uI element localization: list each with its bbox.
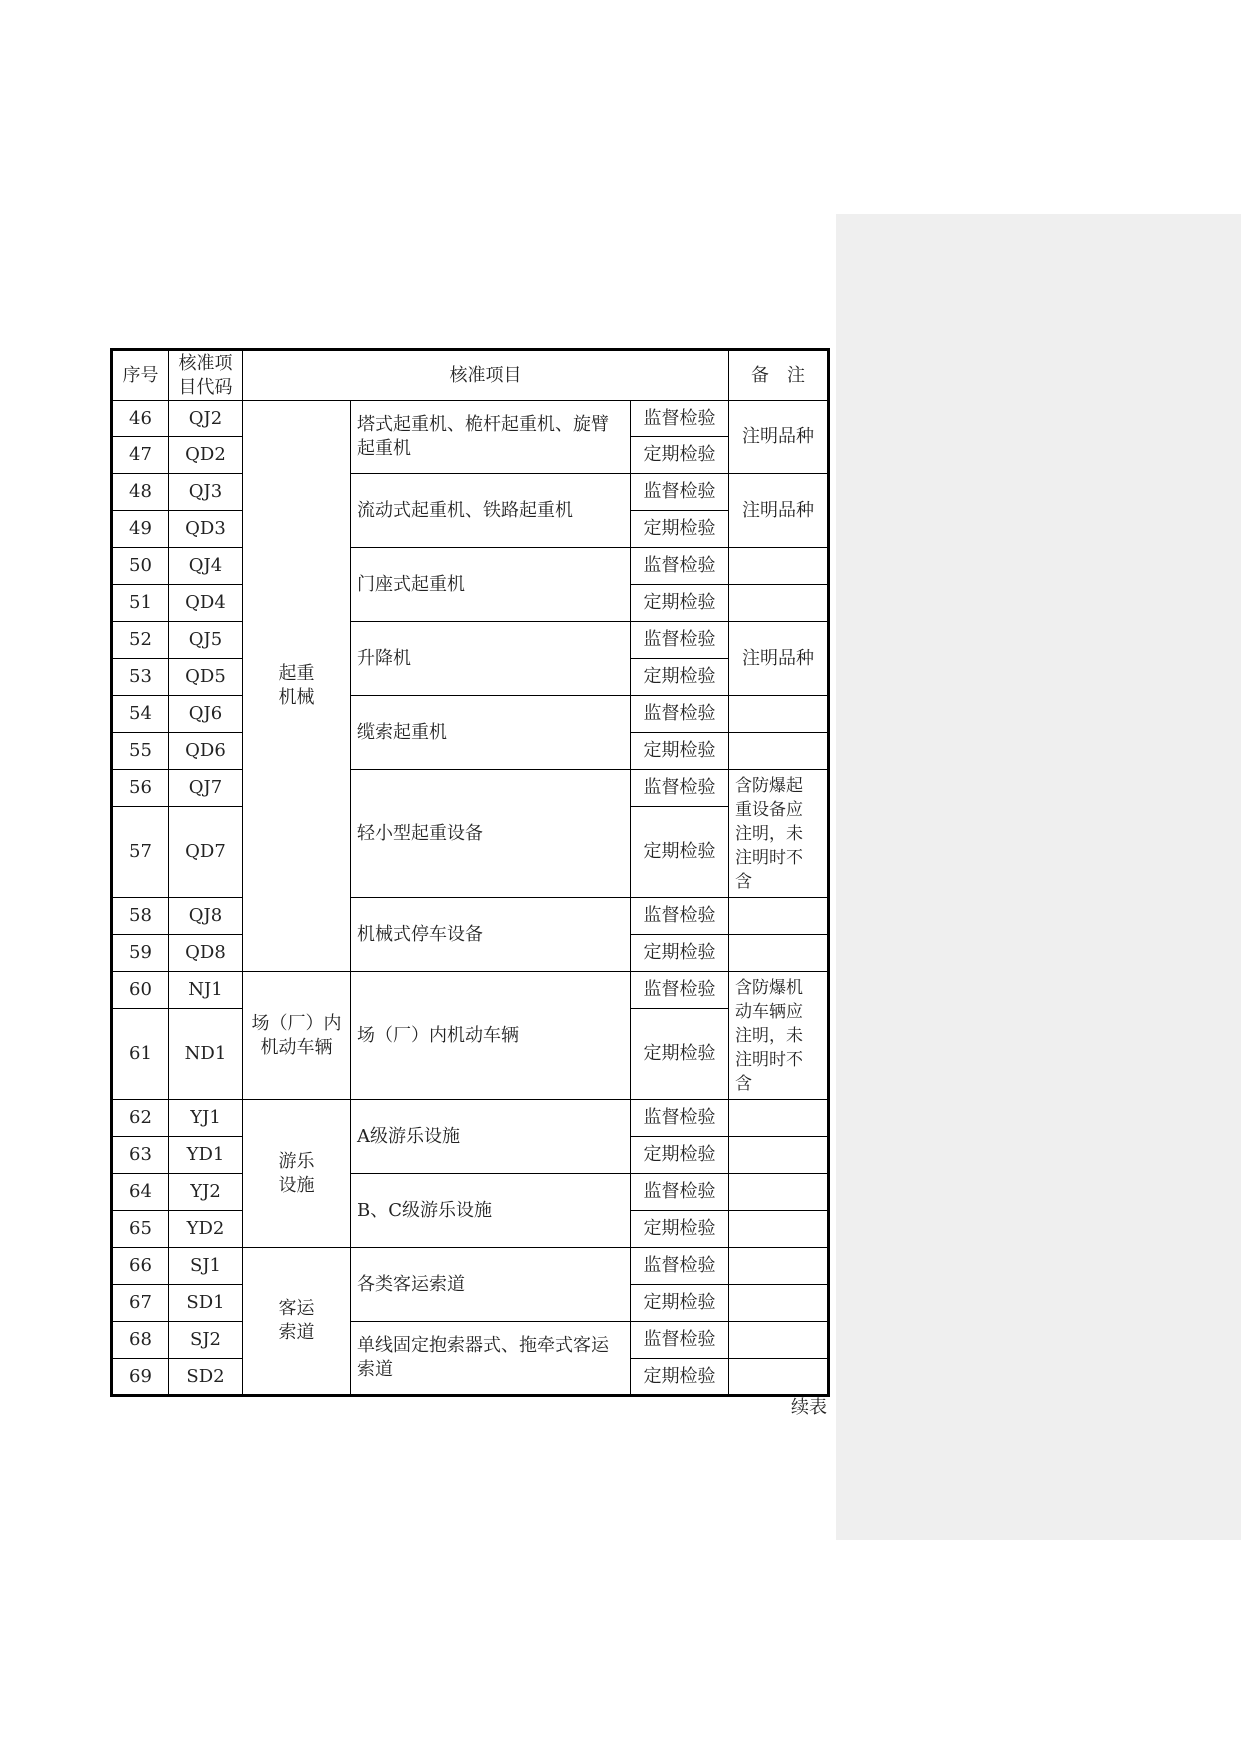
row-code: QD2 [169,437,243,474]
inspection-type: 定期检验 [631,1137,729,1174]
item-name: 场（厂）内机动车辆 [351,972,631,1100]
row-seq: 48 [112,474,169,511]
row-code: YJ1 [169,1100,243,1137]
remark [729,548,829,585]
row-code: QJ2 [169,401,243,437]
remark [729,696,829,733]
remark [729,1248,829,1285]
row-seq: 66 [112,1248,169,1285]
remark [729,935,829,972]
remark [729,585,829,622]
remark [729,898,829,935]
row-seq: 68 [112,1322,169,1359]
inspection-type: 监督检验 [631,548,729,585]
row-code: QD4 [169,585,243,622]
row-code: QD3 [169,511,243,548]
row-seq: 59 [112,935,169,972]
row-code: NJ1 [169,972,243,1009]
item-name: 门座式起重机 [351,548,631,622]
inspection-type: 定期检验 [631,935,729,972]
header-remark: 备 注 [729,350,829,401]
row-seq: 52 [112,622,169,659]
comment-pane [836,214,1241,1540]
item-name: 流动式起重机、铁路起重机 [351,474,631,548]
remark: 注明品种 [729,622,829,696]
inspection-type: 定期检验 [631,1009,729,1100]
item-name: 单线固定抱索器式、拖牵式客运索道 [351,1322,631,1396]
item-name: 各类客运索道 [351,1248,631,1322]
remark [729,1137,829,1174]
table-row [112,1174,829,1211]
inspection-type: 监督检验 [631,972,729,1009]
header-item: 核准项目 [243,350,729,401]
row-seq: 46 [112,401,169,437]
row-code: YJ2 [169,1174,243,1211]
inspection-type: 监督检验 [631,1174,729,1211]
row-code: QD5 [169,659,243,696]
inspection-type: 定期检验 [631,585,729,622]
remark: 注明品种 [729,474,829,548]
row-seq: 53 [112,659,169,696]
row-code: SJ2 [169,1322,243,1359]
item-name: A级游乐设施 [351,1100,631,1174]
row-seq: 56 [112,770,169,807]
item-name: 塔式起重机、桅杆起重机、旋臂起重机 [351,401,631,474]
table-row [112,1248,829,1285]
row-seq: 58 [112,898,169,935]
inspection-type: 定期检验 [631,733,729,770]
inspection-type: 监督检验 [631,401,729,437]
remark [729,733,829,770]
row-seq: 57 [112,807,169,898]
row-code: QD8 [169,935,243,972]
row-seq: 47 [112,437,169,474]
row-code: QJ8 [169,898,243,935]
row-seq: 65 [112,1211,169,1248]
remark [729,1211,829,1248]
remark: 注明品种 [729,401,829,474]
row-code: YD1 [169,1137,243,1174]
category-crane: 起重 机械 [243,401,351,972]
inspection-type: 监督检验 [631,474,729,511]
remark: 含防爆起 重设备应 注明，未 注明时不 含 [729,770,829,898]
header-seq: 序号 [112,350,169,401]
item-name: 缆索起重机 [351,696,631,770]
inspection-type: 监督检验 [631,1248,729,1285]
continued-note: 续表 [791,1397,827,1418]
remark [729,1100,829,1137]
remark: 含防爆机 动车辆应 注明，未 注明时不 含 [729,972,829,1100]
row-seq: 64 [112,1174,169,1211]
row-code: QD7 [169,807,243,898]
table-row [112,1322,829,1359]
table-row [112,548,829,585]
row-code: SD1 [169,1285,243,1322]
item-name: 升降机 [351,622,631,696]
category-vehicle: 场（厂）内 机动车辆 [243,972,351,1100]
row-code: QD6 [169,733,243,770]
item-name: 机械式停车设备 [351,898,631,972]
row-seq: 67 [112,1285,169,1322]
row-seq: 61 [112,1009,169,1100]
row-code: SJ1 [169,1248,243,1285]
table-row [112,770,829,807]
row-code: QJ7 [169,770,243,807]
row-seq: 49 [112,511,169,548]
inspection-type: 定期检验 [631,659,729,696]
table-row [112,696,829,733]
row-seq: 60 [112,972,169,1009]
row-code: QJ4 [169,548,243,585]
row-seq: 54 [112,696,169,733]
row-code: YD2 [169,1211,243,1248]
row-seq: 51 [112,585,169,622]
category-ropeway: 客运 索道 [243,1248,351,1396]
row-seq: 55 [112,733,169,770]
inspection-type: 监督检验 [631,898,729,935]
row-code: ND1 [169,1009,243,1100]
inspection-type: 监督检验 [631,770,729,807]
row-code: QJ3 [169,474,243,511]
table-row [112,401,829,437]
remark [729,1322,829,1359]
inspection-type: 定期检验 [631,1359,729,1396]
item-name: B、C级游乐设施 [351,1174,631,1248]
table-row [112,898,829,935]
row-code: QJ5 [169,622,243,659]
table-row [112,972,829,1009]
row-code: SD2 [169,1359,243,1396]
remark [729,1359,829,1396]
table-row [112,474,829,511]
inspection-type: 监督检验 [631,696,729,733]
inspection-type: 定期检验 [631,807,729,898]
table-row [112,622,829,659]
inspection-type: 监督检验 [631,622,729,659]
inspection-type: 定期检验 [631,437,729,474]
inspection-type: 定期检验 [631,511,729,548]
table-row [112,1100,829,1137]
row-code: QJ6 [169,696,243,733]
header-code: 核准项 目代码 [169,350,243,401]
remark [729,1174,829,1211]
table-header-row [112,350,829,401]
row-seq: 62 [112,1100,169,1137]
inspection-type: 定期检验 [631,1285,729,1322]
row-seq: 63 [112,1137,169,1174]
remark [729,1285,829,1322]
inspection-items-table [110,348,830,1397]
row-seq: 69 [112,1359,169,1396]
inspection-type: 监督检验 [631,1100,729,1137]
category-amusement: 游乐 设施 [243,1100,351,1248]
item-name: 轻小型起重设备 [351,770,631,898]
row-seq: 50 [112,548,169,585]
inspection-type: 定期检验 [631,1211,729,1248]
inspection-type: 监督检验 [631,1322,729,1359]
